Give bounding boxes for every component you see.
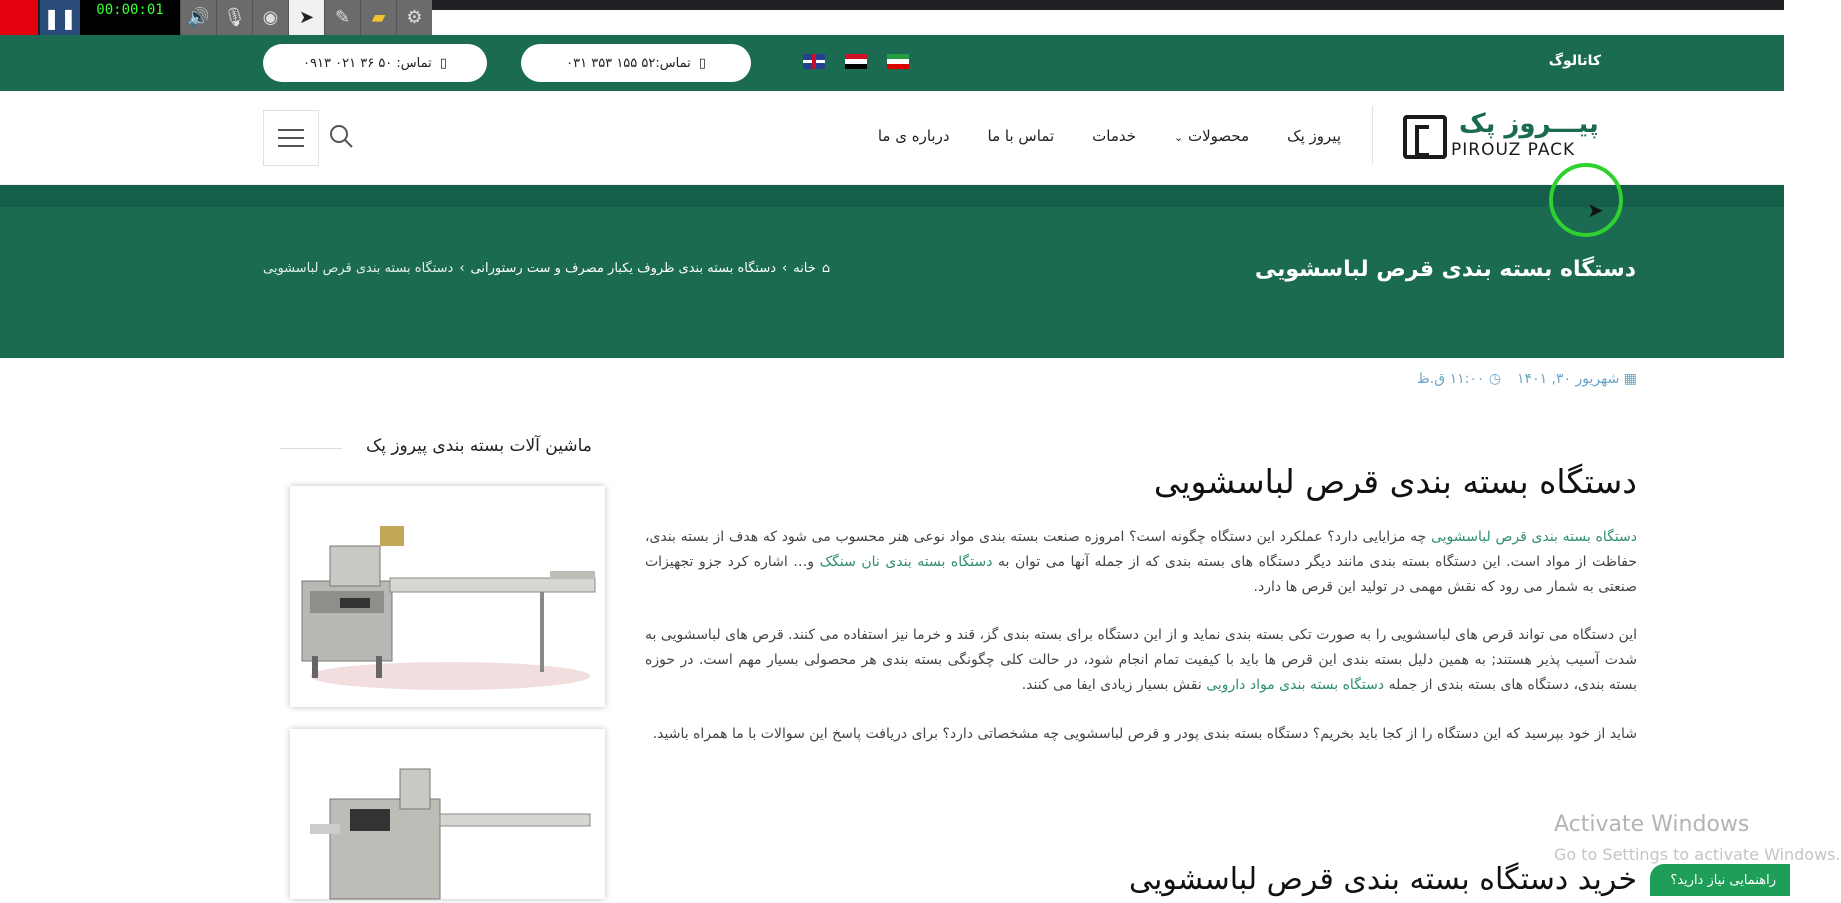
packaging-machine-image — [290, 729, 605, 899]
pharma-packaging-link[interactable]: دستگاه بسته بندی مواد دارویی — [1206, 677, 1385, 693]
packaging-machine-image — [290, 486, 605, 707]
phone-pill-office[interactable] — [521, 44, 751, 82]
article-subheading: خرید دستگاه بسته بندی قرص لباسشویی — [1129, 862, 1637, 897]
calendar-icon: ▦ — [1623, 371, 1637, 387]
top-contact-bar — [0, 35, 1784, 91]
pointer-icon[interactable]: ➤ — [288, 0, 324, 35]
uk-flag-icon[interactable] — [803, 54, 825, 69]
article-paragraph-2: این دستگاه می تواند قرص های لباسشویی را به صورت تکی بسته بندی نماید و از این دستگاه برای بسته بندی گز، قند و خرما نیز استفاده می کنند. قرص های لباسشویی به شدت آسیب پذیر هستند; به همین دلیل بسته بندی این قرص ها باید با کیفیت تمام انجام شود، در حالت کلی چگونگی بسته بندی هر محصولی بسیار مهم است. در حوزه بسته بندی، دستگاه های بسته بندی از جمله دستگاه بسته بندی مواد دارویی نقش بسیار زیادی ایفا می کنند. — [645, 627, 1637, 693]
pause-button[interactable] — [40, 0, 80, 35]
home-icon[interactable]: ⌂ — [821, 261, 831, 276]
phone-pill-mobile[interactable] — [263, 44, 487, 82]
microphone-icon[interactable]: 🎙 — [216, 0, 252, 35]
product-card[interactable] — [290, 486, 605, 707]
hero-strip — [0, 185, 1784, 207]
article-title: دستگاه بسته بندی قرص لباسشویی — [1153, 462, 1637, 501]
breadcrumb-parent[interactable]: دستگاه بسته بندی ظروف یکبار مصرف و ست رستورانی — [470, 261, 777, 276]
clock-icon: ◷ — [1488, 371, 1502, 387]
article-paragraph-3: شاید از خود بپرسید که این دستگاه را از کجا باید بخریم؟ دستگاه بسته بندی پودر و قرص لباسشویی چه مشخصاتی دارد؟ برای دریافت پاسخ این سوالات با ما همراه باشید. — [652, 726, 1637, 742]
nav-contact[interactable]: تماس با ما — [987, 127, 1055, 145]
webcam-icon[interactable]: ◉ — [252, 0, 288, 35]
logo-english: PIROUZ PACK — [1451, 140, 1576, 160]
chevron-down-icon: ⌄ — [1174, 131, 1184, 144]
breadcrumb: ⌂ خانه › دستگاه بسته بندی ظروف یکبار مصرف و ست رستورانی › دستگاه بسته بندی قرص لباسشویی — [263, 261, 831, 276]
post-date: ▦ شهریور ۳۰, ۱۴۰۱ — [1517, 371, 1637, 387]
phone1-text: تماس:۵۲ ۱۵۵ ۳۵۳ ۰۳۱ — [566, 55, 691, 71]
record-stop-button[interactable] — [0, 0, 40, 35]
phone-icon: ▯ — [698, 55, 706, 71]
pause-icon: ❚❚ — [43, 5, 77, 30]
sidebar-title: ماشین آلات بسته بندی پیروز پک — [366, 436, 592, 456]
sangak-bread-link[interactable]: دستگاه بسته بندی نان سنگک — [819, 554, 993, 570]
breadcrumb-current: دستگاه بسته بندی قرص لباسشویی — [263, 261, 454, 276]
nav-home[interactable]: پیروز پک — [1287, 127, 1341, 145]
catalog-link[interactable]: کاتالوگ — [1548, 53, 1601, 69]
gear-icon[interactable]: ⚙ — [396, 0, 432, 35]
folder-icon[interactable]: ▰ — [360, 0, 396, 35]
post-meta — [1417, 371, 1637, 387]
nav-divider — [1372, 106, 1373, 164]
nav-links — [878, 127, 1341, 145]
pen-icon[interactable]: ✎ — [324, 0, 360, 35]
laundry-tablet-link[interactable]: دستگاه بسته بندی قرص لباسشویی — [1430, 529, 1638, 545]
search-icon[interactable] — [328, 123, 354, 149]
post-time: ◷ ۱۱:۰۰ ق.ظ — [1416, 371, 1502, 387]
nav-about[interactable]: درباره ی ما — [877, 127, 950, 145]
page-title: دستگاه بسته بندی قرص لباسشویی — [1254, 257, 1636, 282]
sidebar-title-line — [280, 448, 342, 449]
logo-mark-icon — [1403, 115, 1447, 159]
page-hero — [0, 185, 1784, 358]
mobile-icon: ▯ — [439, 55, 447, 71]
main-nav — [0, 91, 1784, 185]
recorder-toolbar — [0, 0, 432, 35]
help-chat-button[interactable]: راهنمایی نیاز دارید؟ — [1650, 864, 1790, 896]
language-switcher — [803, 54, 909, 69]
phone2-text: تماس: ۵۰ ۳۶ ۰۲۱ ۰۹۱۳ — [303, 55, 432, 71]
site-logo[interactable] — [1403, 109, 1633, 165]
hamburger-menu-button[interactable] — [263, 110, 319, 166]
cursor-highlight-ring — [1549, 163, 1623, 237]
nav-services[interactable]: خدمات — [1092, 127, 1136, 145]
product-card[interactable] — [290, 729, 605, 899]
nav-products[interactable]: محصولات ⌄ — [1174, 127, 1250, 145]
recording-timer: 00:00:01 — [80, 0, 180, 35]
iran-flag-icon[interactable] — [887, 54, 909, 69]
logo-persian: پیـــروز پک — [1459, 109, 1599, 139]
windows-activation-watermark: Activate Windows — [1554, 812, 1750, 837]
article-paragraph-1: دستگاه بسته بندی قرص لباسشویی چه مزایایی دارد؟ عملکرد این دستگاه چگونه است؟ امروزه صنعت بسته بندی مواد نوعی هنر محسوب می شود که هدف از بسته بندی، حفاظت از مواد است. این دستگاه بسته بندی مانند دیگر دستگاه های بسته بندی که از جمله آنها می توان به دستگاه بسته بندی نان سنگک و… اشاره کرد جزو تجهیزات صنعتی به شمار می رود که نقش مهمی در تولید این قرص ها دارد. — [645, 529, 1638, 595]
speaker-icon[interactable]: 🔊 — [180, 0, 216, 35]
mouse-cursor-icon: ➤ — [1587, 198, 1604, 222]
egypt-flag-icon[interactable] — [845, 54, 867, 69]
breadcrumb-home[interactable]: خانه — [793, 261, 816, 276]
windows-activation-hint: Go to Settings to activate Windows. — [1554, 845, 1841, 864]
